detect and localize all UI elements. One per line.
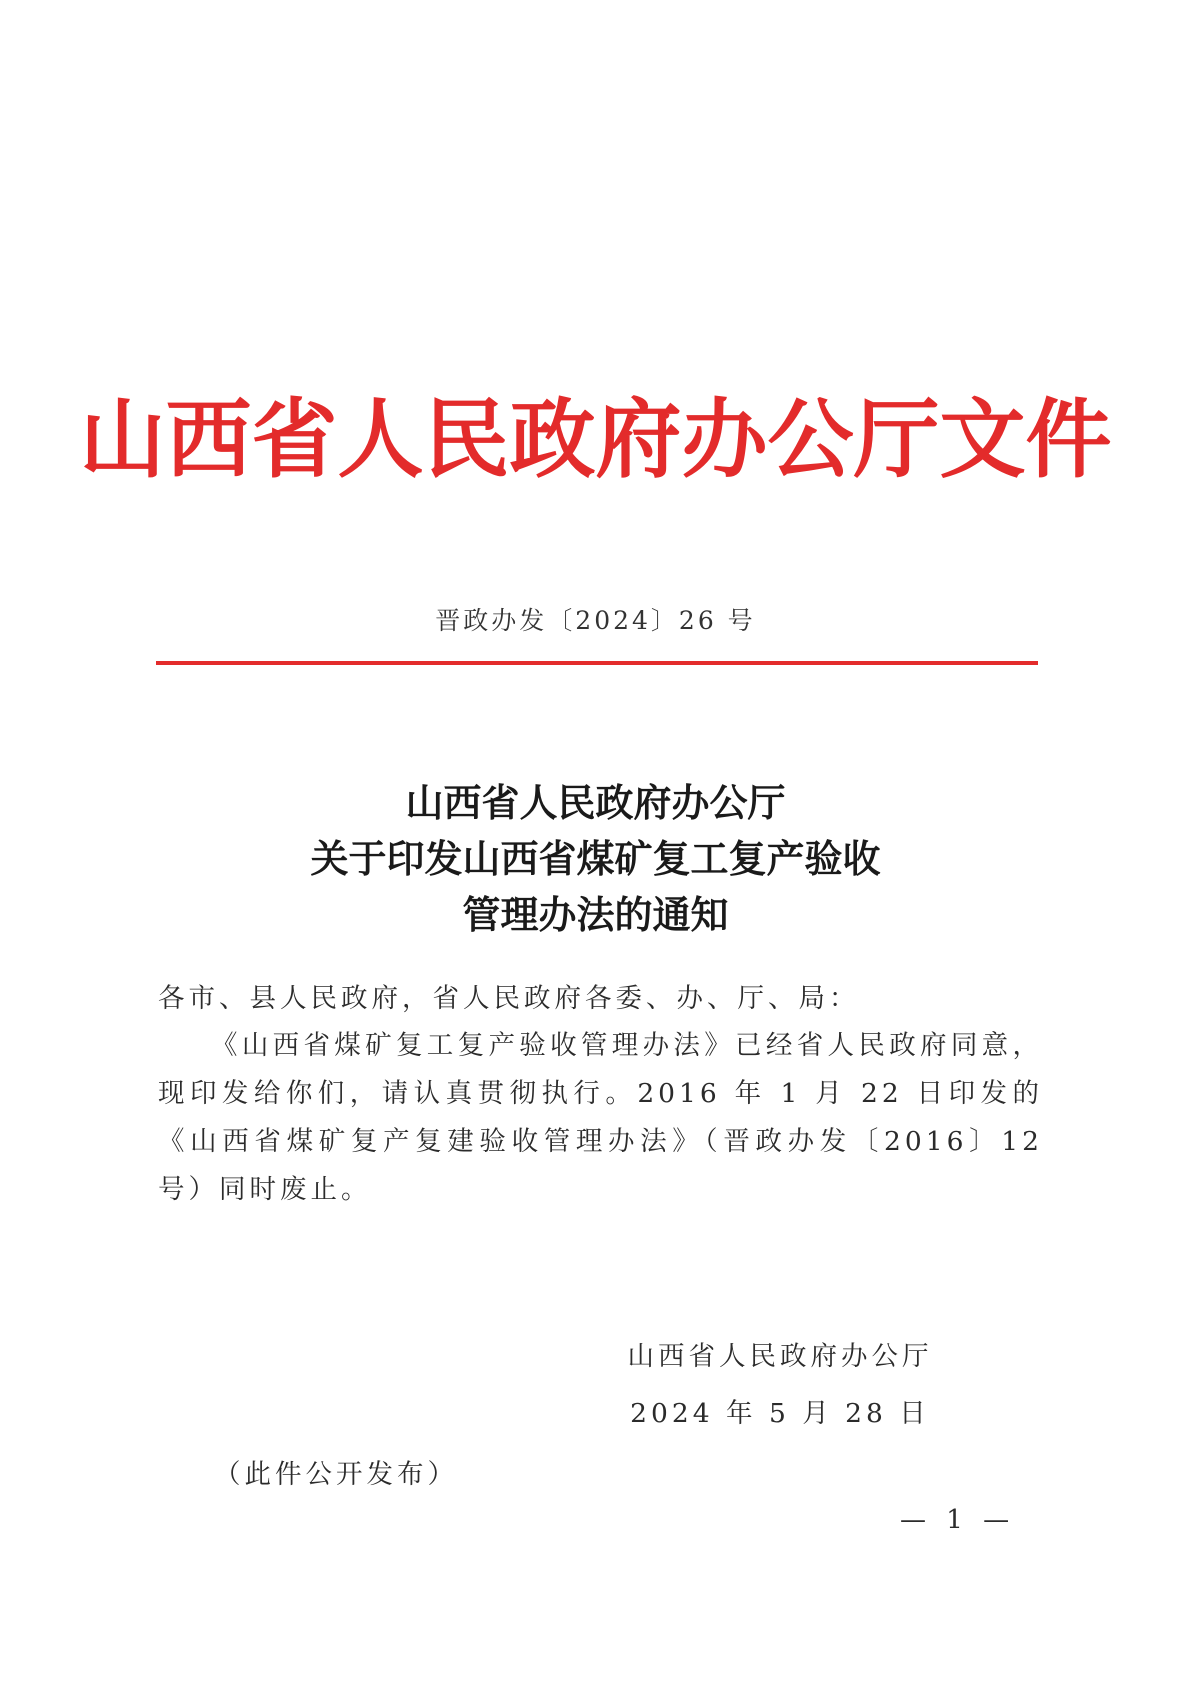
salutation: 各市、县人民政府，省人民政府各委、办、厅、局： <box>158 983 860 1014</box>
title-line-1: 山西省人民政府办公厅 <box>405 780 786 825</box>
signature-date: 2024 年 5 月 28 日 <box>630 1398 930 1429</box>
publication-note: （此件公开发布） <box>214 1459 458 1490</box>
document-masthead: 山西省人民政府办公厅文件 <box>79 389 1112 490</box>
document-number: 晋政办发〔2024〕26 号 <box>435 606 756 635</box>
page-number: — 1 — <box>900 1505 1016 1535</box>
title-line-3: 管理办法的通知 <box>462 892 729 937</box>
signature-organization: 山西省人民政府办公厅 <box>627 1341 933 1372</box>
title-line-2: 关于印发山西省煤矿复工复产验收 <box>310 836 881 881</box>
body-paragraph: 《山西省煤矿复工复产验收管理办法》已经省人民政府同意，现印发给你们，请认真贯彻执行。2016 年 1 月 22 日印发的《山西省煤矿复产复建验收管理办法》（晋政办发〔2016〕12 号）同时废止。 <box>158 1030 1043 1205</box>
red-divider-line <box>156 661 1038 665</box>
document-title <box>0 775 1191 943</box>
